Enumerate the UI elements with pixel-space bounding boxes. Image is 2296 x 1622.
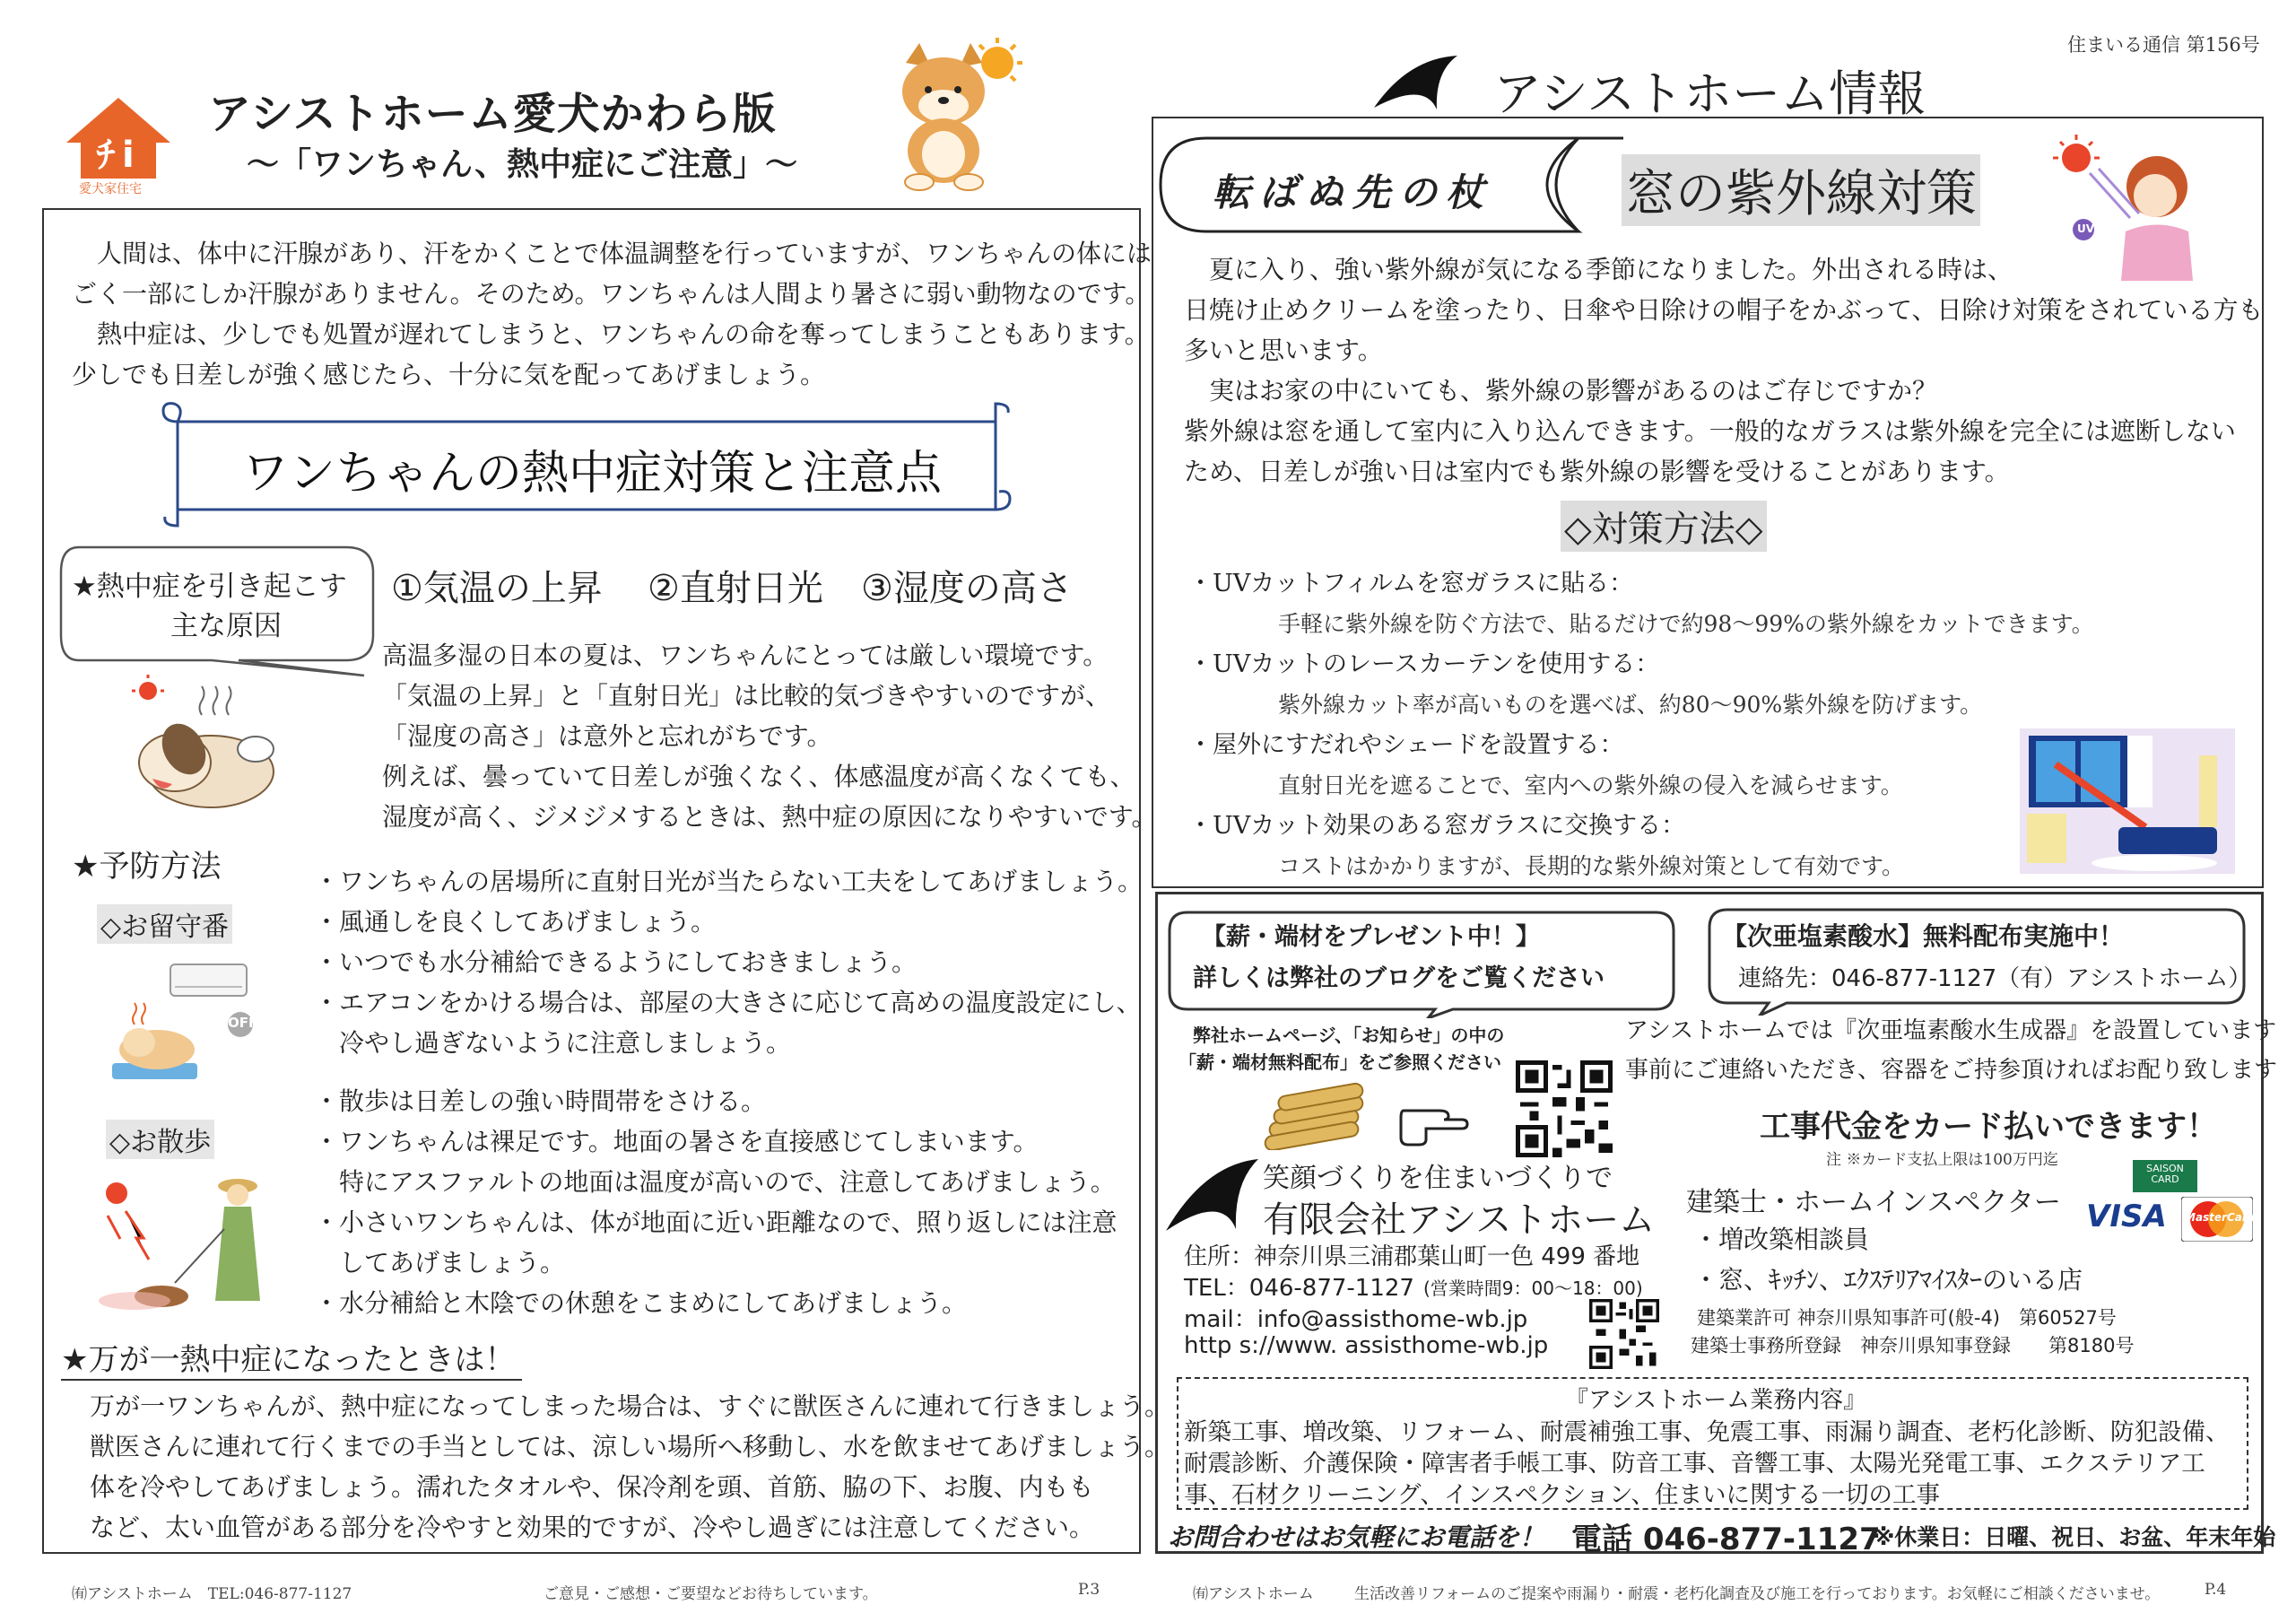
- holiday-note: ※休業日：日曜、祝日、お盆、年末年始: [1873, 1524, 2276, 1550]
- measure-title: ・UVカット効果のある窓ガラスに交換する：: [1188, 812, 1686, 840]
- off-label: OFF: [228, 1015, 258, 1031]
- license-line: 建築士事務所登録 神奈川県知事登録 第8180号: [1691, 1335, 2135, 1356]
- cause-3: ③湿度の高さ: [861, 568, 1073, 609]
- jia-text-line: 事前にご連絡いただき、容器をご持参頂ければお配り致します: [1625, 1057, 2277, 1084]
- wood-note-line: 「薪・端材無料配布」をご参照ください: [1178, 1051, 1501, 1073]
- issue-number: 住まいる通信 第156号: [2067, 34, 2260, 56]
- wood-bubble-line: 【薪・端材をプレゼント中！】: [1202, 923, 1540, 951]
- emergency-line: 獣医さんに連れて行くまでの手当としては、涼しい場所へ移動し、水を飲ませてあげましょう。: [90, 1432, 1170, 1461]
- svg-text:ﾁ: ﾁ: [97, 135, 115, 176]
- slogan: 笑顔づくりを住まいづくりで: [1263, 1163, 1613, 1194]
- hot-dog-illustration: [121, 673, 283, 816]
- saison-card-logo: SAISON CARD: [2133, 1160, 2197, 1192]
- business-title: 『アシストホーム業務内容』: [1565, 1387, 1867, 1414]
- company-swoosh-logo: [1164, 1157, 1263, 1234]
- intro-line: 紫外線は窓を通して室内に入り込んできます。一般的なガラスは紫外線を完全には遮断しない: [1184, 416, 2236, 446]
- list-item: ・水分補給と木陰での休憩をこまめにしてあげましょう。: [314, 1288, 968, 1318]
- footer-right-message: 生活改善リフォームのご提案や雨漏り・耐震・老朽化調査及び施工を行っております。お気軽にご相談くださいませ。: [1354, 1585, 2161, 1603]
- cause-bubble-line: ★熱中症を引き起こす: [72, 571, 347, 603]
- jia-bubble-line: 連絡先：046-877-1127（有）アシストホーム）: [1738, 965, 2252, 992]
- card-title: 工事代金をカード払いできます！: [1760, 1109, 2217, 1145]
- list-item: ・ワンちゃんの居場所に直射日光が当たらない工夫をしてあげましょう。: [314, 867, 1144, 896]
- emergency-line: 体を冷やしてあげましょう。濡れたタオルや、保冷剤を頭、首筋、脇の下、お腹、内もも: [90, 1472, 1094, 1502]
- list-item: 特にアスファルトの地面は温度が高いので、注意してあげましょう。: [314, 1167, 1116, 1197]
- mastercard-label: MasterCard: [2185, 1211, 2256, 1224]
- list-item: ・風通しを良くしてあげましょう。: [314, 907, 717, 937]
- business-line: 新築工事、増改築、リフォーム、耐震補強工事、免震工事、雨漏り調査、老朽化診断、防犯設備、: [1184, 1418, 2230, 1446]
- uv-label: UV: [2077, 222, 2095, 235]
- cause-line: 「気温の上昇」と「直射日光」は比較的気づきやすいのですが、: [382, 681, 1111, 711]
- wood-bubble-line: 詳しくは弊社のブログをご覧ください: [1193, 964, 1605, 992]
- qualification-title: 建築士・ホームインスペクター: [1686, 1187, 2061, 1218]
- intro-line: 実はお家の中にいても、紫外線の影響があるのはご存じですか？: [1209, 376, 1938, 406]
- list-item: 冷やし過ぎないように注意しましょう。: [314, 1028, 792, 1058]
- right-title: アシストホーム情報: [1493, 65, 1926, 122]
- tsue-label: 転ばぬ先の杖: [1213, 170, 1493, 214]
- footer-left-page: P.3: [1078, 1581, 1100, 1599]
- intro-line: 人間は、体中に汗腺があり、汗をかくことで体温調整を行っていますが、ワンちゃんの体には: [97, 239, 1152, 268]
- assist-swoosh-logo: [1372, 54, 1462, 112]
- contact-url[interactable]: http s://www. assisthome-wb.jp: [1184, 1332, 1549, 1359]
- list-item: してあげましょう。: [314, 1248, 566, 1278]
- measures-heading: ◇対策方法◇: [1561, 501, 1767, 552]
- company-logo: [65, 93, 172, 192]
- visa-logo: VISA: [2086, 1199, 2167, 1234]
- list-item: ・エアコンをかける場合は、部屋の大きさに応じて高めの温度設定にし、: [314, 988, 1142, 1017]
- rusuban-label: ◇お留守番: [97, 904, 232, 944]
- firewood-illustration: [1260, 1078, 1377, 1150]
- business-line: 事、石材クリーニング、インスペクション、住まいに関する一切の工事: [1184, 1481, 1940, 1509]
- uv-woman-illustration: [2049, 133, 2206, 281]
- footer-right-company: ㈲アシストホーム: [1193, 1585, 1314, 1603]
- company-name: 有限会社アシストホーム: [1263, 1199, 1656, 1241]
- phone-number[interactable]: 電話 046-877-1127: [1571, 1522, 1881, 1557]
- footer-right-page: P.4: [2205, 1581, 2227, 1599]
- business-line: 耐震診断、介護保険・障害者手帳工事、防音工事、音響工事、太陽光発電工事、エクステリア工: [1184, 1450, 2205, 1478]
- measure-desc: 手軽に紫外線を防ぐ方法で、貼るだけで約98〜99%の紫外線をカットできます。: [1278, 611, 2094, 637]
- emergency-line: 万が一ワンちゃんが、熱中症になってしまった場合は、すぐに獣医さんに連れて行きましょう。: [90, 1391, 1170, 1421]
- contact-address: 住所：神奈川県三浦郡葉山町一色 499 番地: [1184, 1243, 1640, 1270]
- cause-line: 「湿度の高さ」は意外と忘れがちです。: [382, 721, 832, 751]
- intro-line: 熱中症は、少しでも処置が遅れてしまうと、ワンちゃんの命を奪ってしまうこともあります。: [97, 319, 1150, 349]
- walking-dog-illustration: [90, 1166, 269, 1319]
- footer-left-message: ご意見・ご感想・ご要望などお待ちしています。: [544, 1585, 878, 1603]
- footer-left-company: ㈲アシストホーム TEL:046-877-1127: [72, 1585, 352, 1603]
- shiba-dog-illustration: [888, 36, 1022, 193]
- logo-caption: 愛犬家住宅: [79, 182, 142, 196]
- topic-title: 窓の紫外線対策: [1622, 154, 1980, 226]
- left-title: アシストホーム愛犬かわら版: [208, 89, 777, 139]
- list-item: ・いつでも水分補給できるようにしておきましょう。: [314, 947, 918, 977]
- pointing-hand-icon: [1399, 1093, 1471, 1147]
- emergency-heading: ★万が一熱中症になったときは！: [61, 1335, 522, 1381]
- wood-note-line: 弊社ホームページ、「お知らせ」の中の: [1193, 1025, 1505, 1046]
- qr-code-blog[interactable]: [1516, 1060, 1613, 1157]
- intro-line: ごく一部にしか汗腺がありません。そのため。ワンちゃんは人間より暑さに弱い動物なのです。: [72, 279, 1151, 309]
- svg-text:i: i: [122, 135, 135, 176]
- card-note: 注 ※カード支払上限は100万円迄: [1826, 1151, 2058, 1169]
- contact-tel: TEL：046-877-1127: [1184, 1275, 1414, 1302]
- contact-hours: (営業時間9：00〜18：00): [1423, 1278, 1643, 1299]
- prevention-heading: ★予防方法: [72, 849, 222, 885]
- cause-line: 例えば、曇っていて日差しが強くなく、体感温度が高くなくても、: [382, 762, 1135, 791]
- intro-line: ため、日差しが強い日は室内でも紫外線の影響を受けることがあります。: [1184, 457, 2010, 486]
- contact-mail[interactable]: mail：info@assisthome-wb.jp: [1184, 1306, 1528, 1333]
- cause-1: ①気温の上昇: [391, 568, 603, 609]
- intro-line: 夏に入り、強い紫外線が気になる季節になりました。外出される時は、: [1209, 255, 2013, 284]
- phone-bar-lead: お問合わせはお気軽にお電話を！: [1168, 1522, 1545, 1552]
- measure-desc: 紫外線カット率が高いものを選べば、約80〜90%紫外線を防げます。: [1278, 692, 1983, 718]
- measure-desc: 直射日光を遮ることで、室内への紫外線の侵入を減らせます。: [1278, 772, 1903, 798]
- sanpo-label: ◇お散歩: [106, 1120, 214, 1159]
- measure-title: ・屋外にすだれやシェードを設置する：: [1188, 731, 1624, 759]
- license-line: 建築業許可 神奈川県知事許可(般-4) 第60527号: [1697, 1307, 2117, 1329]
- cause-line: 湿度が高く、ジメジメするときは、熱中症の原因になりやすいです。: [382, 802, 1157, 832]
- list-item: ・小さいワンちゃんは、体が地面に近い距離なので、照り返しには注意: [314, 1208, 1118, 1237]
- cause-line: 高温多湿の日本の夏は、ワンちゃんにとっては厳しい環境です。: [382, 641, 1109, 670]
- cause-bubble-line: 主な原因: [170, 610, 282, 642]
- window-room-illustration: [2020, 728, 2235, 874]
- jia-bubble-line: 【次亜塩素酸水】無料配布実施中！: [1722, 921, 2125, 951]
- list-item: ・散歩は日差しの強い時間帯をさける。: [314, 1086, 767, 1116]
- measure-title: ・UVカットのレースカーテンを使用する：: [1188, 650, 1660, 678]
- measure-desc: コストはかかりますが、長期的な紫外線対策として有効です。: [1278, 853, 1905, 879]
- intro-line: 日焼け止めクリームを塗ったり、日傘や日除けの帽子をかぶって、日除け対策をされている方も: [1184, 295, 2264, 325]
- qualification-item: ・増改築相談員: [1693, 1225, 1870, 1254]
- jia-text-line: アシストホームでは『次亜塩素酸水生成器』を設置しています: [1625, 1017, 2277, 1044]
- qr-code-site[interactable]: [1589, 1299, 1659, 1369]
- measure-title: ・UVカットフィルムを窓ガラスに貼る：: [1188, 570, 1634, 597]
- intro-line: 多いと思います。: [1184, 336, 1383, 365]
- emergency-line: など、太い血管がある部分を冷やすと効果的ですが、冷やし過ぎには注意してください。: [90, 1513, 1095, 1542]
- left-subtitle: 〜「ワンちゃん、熱中症にご注意」〜: [247, 146, 798, 183]
- qualification-item: ・窓、ｷｯﾁﾝ、ｴｸｽﾃﾘｱﾏｲｽﾀｰのいる店: [1693, 1265, 2083, 1295]
- intro-line: 少しでも日差しが強く感じたら、十分に気を配ってあげましょう。: [72, 360, 826, 389]
- list-item: ・ワンちゃんは裸足です。地面の暑さを直接感じてしまいます。: [314, 1127, 1039, 1156]
- cause-2: ②直射日光: [648, 568, 823, 609]
- scroll-title: ワンちゃんの熱中症対策と注意点: [242, 447, 943, 501]
